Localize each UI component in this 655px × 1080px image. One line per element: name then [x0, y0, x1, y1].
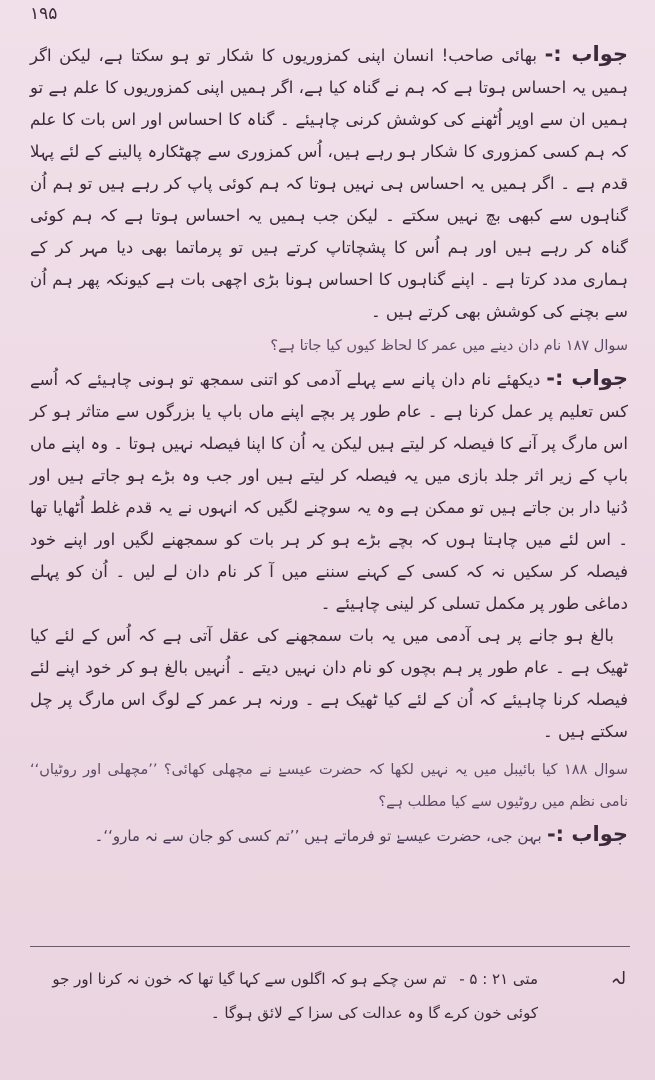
answer-heading: جواب :-	[546, 822, 628, 846]
footnote	[30, 962, 630, 1030]
answer-187-paragraph-1	[30, 362, 628, 620]
footnote-body	[30, 962, 538, 1030]
answer-heading: جواب :-	[546, 366, 628, 390]
footnote-divider	[30, 946, 630, 947]
question-number: ۱۸۷	[565, 338, 590, 354]
footnote-text: تم سن چکے ہو کہ اگلوں سے کہا گیا تھا کہ خون نہ کرنا اور جو کوئی خون کرے گا وہ عدالت کی سزا کے لائق ہوگا ۔	[52, 970, 538, 1022]
answer-paragraph	[30, 38, 628, 328]
question-label: سوال	[593, 338, 628, 354]
page-body	[30, 38, 628, 852]
answer-text: بہن جی، حضرت عیسےٰ تو فرماتے ہیں ’’تم کسی کو جان سے نہ مارو‘‘۔	[94, 827, 542, 845]
footnote-reference: متی ۲۱ : ۵ -	[459, 970, 538, 988]
question-text: کیا بائیبل میں یہ نہیں لکھا کہ حضرت عیسےٰ نے مچھلی کھائی؟ ’’مچھلی اور روٹیاں‘‘ نامی نظم میں روٹیوں سے کیا مطلب ہے؟	[30, 762, 628, 810]
answer-text: بالغ ہو جانے پر ہی آدمی میں یہ بات سمجھنے کی عقل آتی ہے کہ اُس کے لئے کیا ٹھیک ہے ۔ عام طور پر ہم بچوں کو نام دان نہیں دیتے ۔ اُنہیں بالغ ہو کر خود اپنے لئے فیصلہ کرنا چاہیئے کہ اُن کے لئے کیا ٹھیک ہے ۔ ورنہ ہر عمر کے لوگ اس مارگ پر چل سکتے ہیں ۔	[30, 626, 628, 741]
answer-text: دیکھئے نام دان پانے سے پہلے آدمی کو اتنی سمجھ تو ہونی چاہیئے کہ اُسے کس تعلیم پر عمل کرنا ہے ۔ عام طور پر بچے اپنے ماں باپ یا بزرگوں سے متاثر ہو کر اس مارگ پر آنے کا فیصلہ کر لیتے ہیں لیکن یہ اُن کا اپنا فیصلہ نہیں ہوتا ۔ وہ اپنے ماں باپ کے زیر اثر جلد بازی میں یہ فیصلہ کر لیتے ہیں اور جب وہ بڑے ہو جاتے ہیں اور دُنیا دار بن جاتے ہیں تو ممکن ہے وہ یہ سوچنے لگیں کہ انہوں نے یہ قدم غلط اُٹھایا تھا ۔ اس لئے میں چاہتا ہوں کہ بچے بڑے ہو کر ہر بات کو سمجھنے لگیں اور اپنے خود فیصلہ کر سکیں نہ کہ کسی کے کہنے سننے میں آ کر نام دان لے لیں ۔ اُن کو پہلے دماغی طور پر مکمل تسلی کر لینی چاہیئے ۔	[30, 370, 628, 613]
footnote-marker: لہ	[610, 969, 626, 989]
question-label: سوال	[593, 762, 629, 778]
answer-text: بھائی صاحب! انسان اپنی کمزوریوں کا شکار تو ہو سکتا ہے، لیکن اگر ہمیں یہ احساس ہوتا ہے کہ ہم نے گناہ کیا ہے، اگر ہمیں اپنی کمزوریوں کا علم ہے تو ہمیں ان سے اوپر اُٹھنے کی کوشش کرنی چاہیئے ۔ گناہ کا احساس اور اس بات کا علم کہ ہم کسی کمزوری کا شکار ہو رہے ہیں، اُس کمزوری سے چھٹکارہ پالینے کے لئے پہلا قدم ہے ۔ اگر ہمیں یہ احساس ہی نہیں ہوتا کہ ہم کوئی پاپ کر رہے ہیں تو ہم اُن گناہوں سے کبھی بچ نہیں سکتے ۔ لیکن جب ہمیں یہ احساس ہوتا ہے کہ ہم کوئی گناہ کر رہے ہیں اور ہم اُس کا پشچاتاپ کرتے ہیں تو پرماتما بھی دیا مہر کر کے ہماری مدد کرتا ہے ۔ اپنے گناہوں کا احساس ہونا بڑی اچھی بات ہے کیونکہ پھر ہم اُن سے بچنے کی کوشش بھی کرتے ہیں ۔	[30, 46, 628, 321]
question-188	[30, 754, 628, 818]
question-187	[30, 330, 628, 362]
answer-188-paragraph	[30, 818, 628, 852]
page-number: ۱۹۵	[30, 4, 58, 24]
answer-187-paragraph-2	[30, 620, 628, 748]
question-number: ۱۸۸	[564, 762, 588, 778]
question-text: نام دان دینے میں عمر کا لحاظ کیوں کیا جاتا ہے؟	[270, 338, 562, 354]
answer-heading: جواب :-	[544, 42, 629, 66]
